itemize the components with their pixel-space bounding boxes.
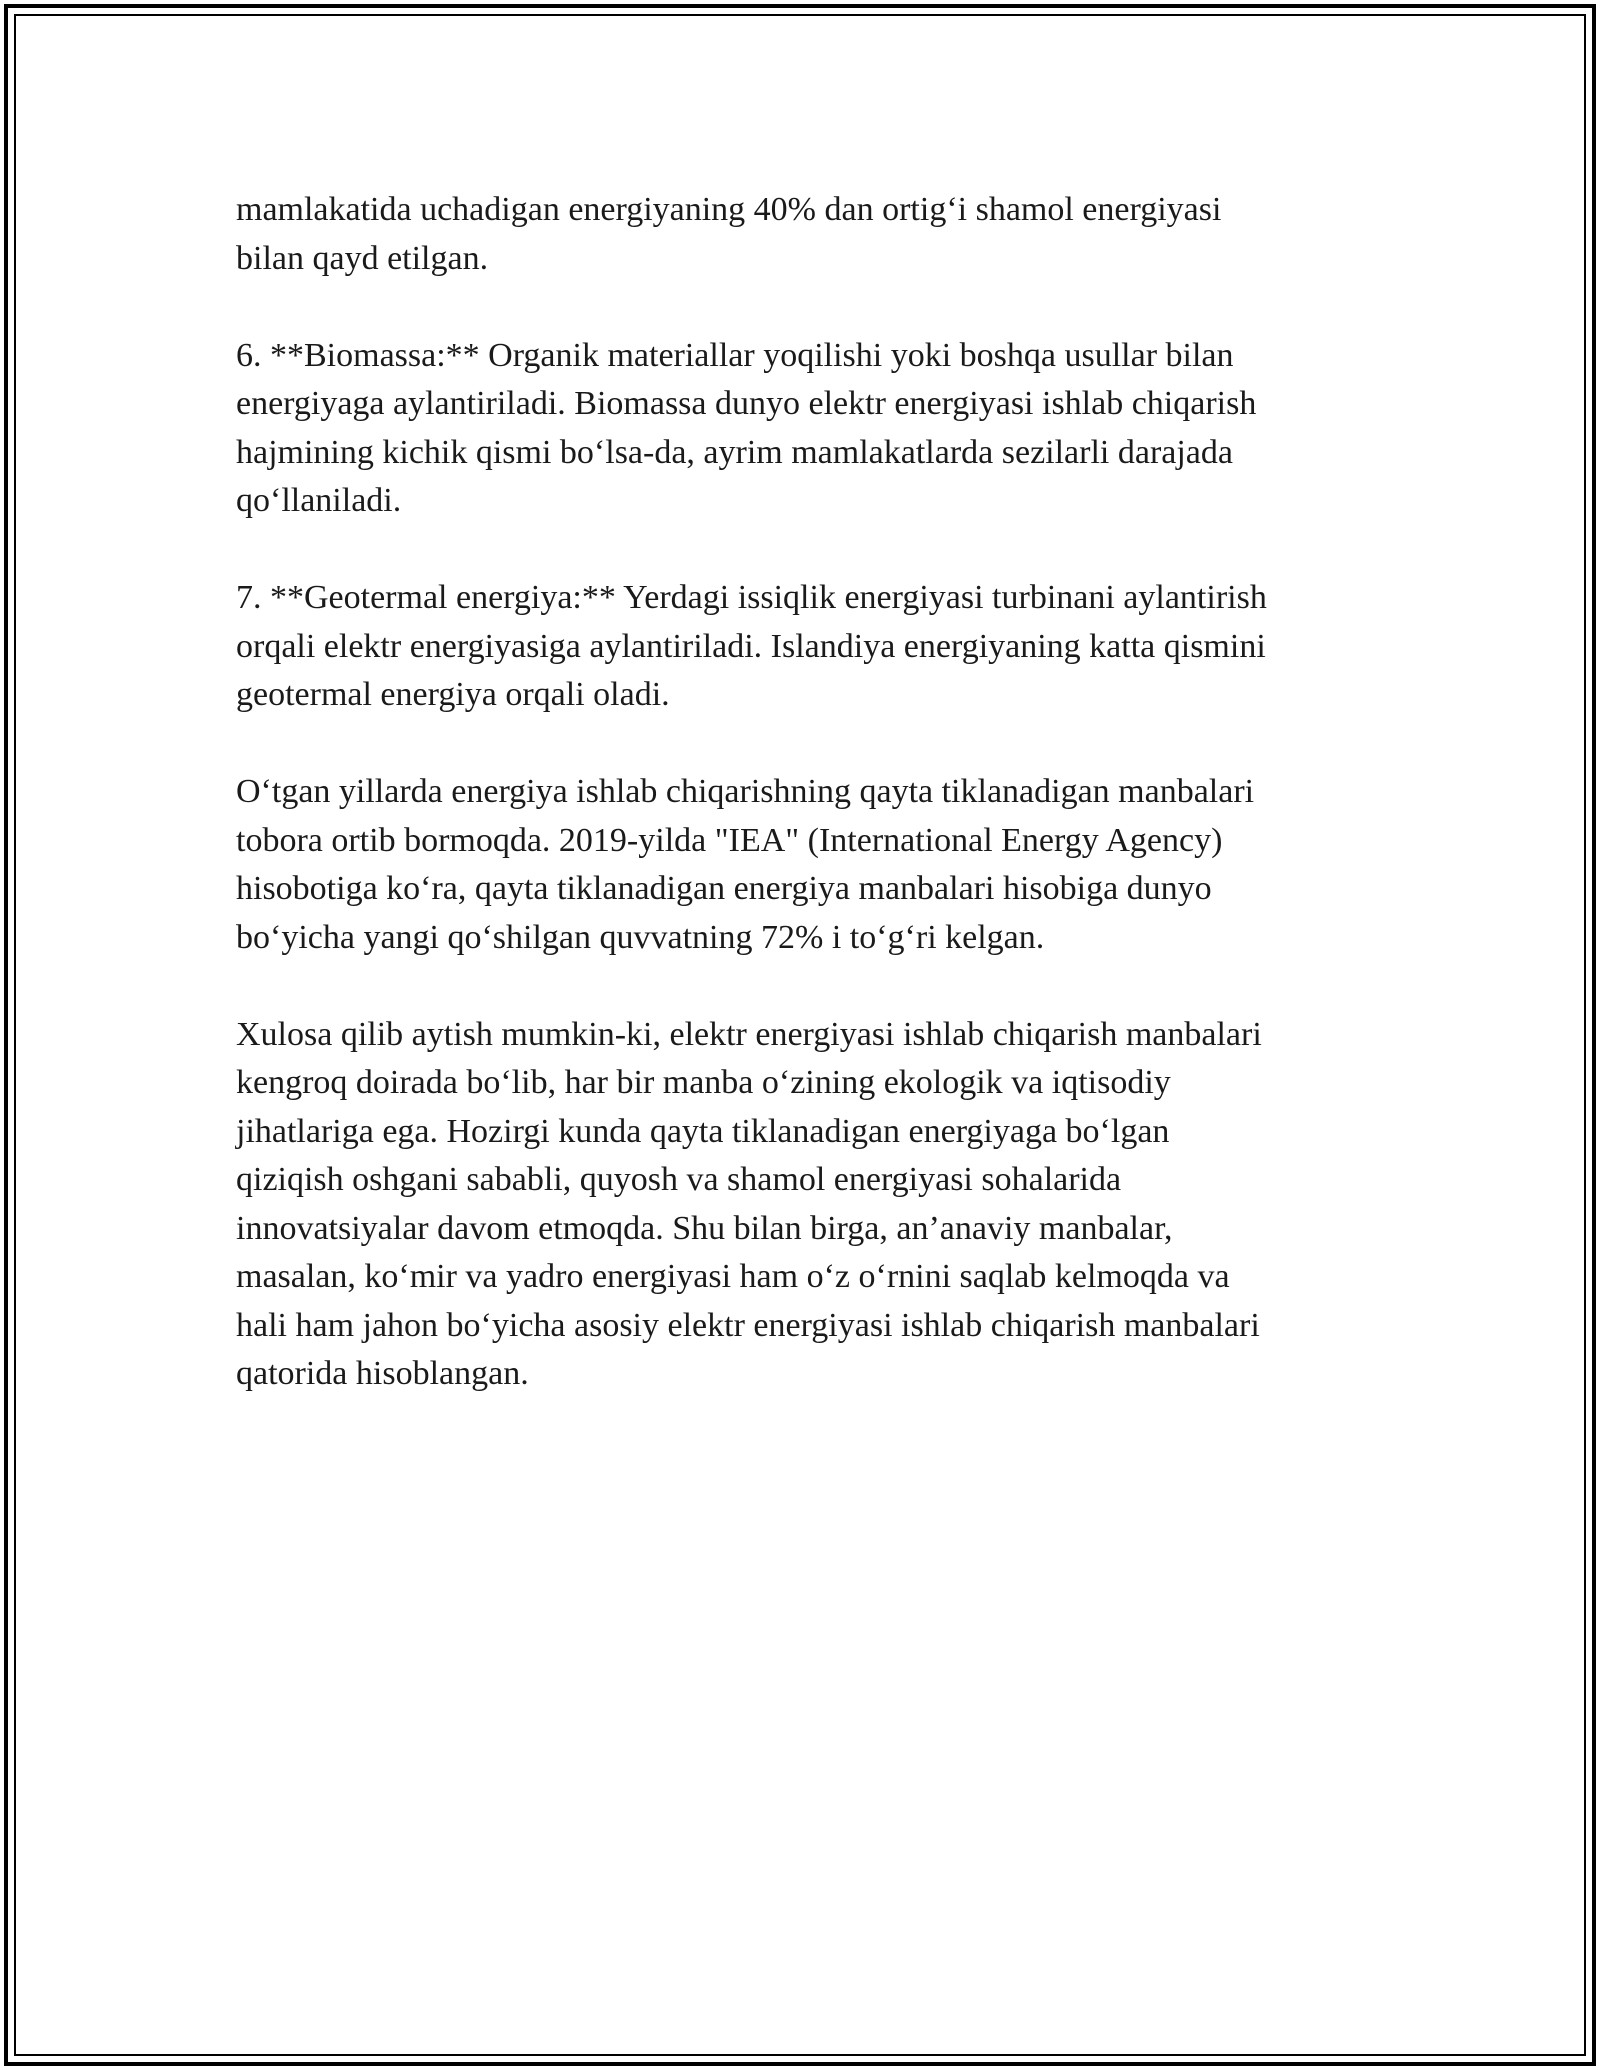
paragraph-biomass: 6. **Biomassa:** Organik materiallar yoqilishi yoki boshqa usullar bilan energiyaga aylantiriladi. Biomassa dunyo elektr energiyasi ishlab chiqarish hajmining kichik qismi bo‘lsa-da, ayrim mamlakatlarda sezilarli darajada qo‘llaniladi. <box>236 336 1257 519</box>
paragraph-geothermal: 7. **Geotermal energiya:** Yerdagi issiqlik energiyasi turbinani aylantirish orqali elektr energiyasiga aylantiriladi. Islandiya energiyaning katta qismini geotermal energiya orqali oladi. <box>236 579 1267 713</box>
paragraph-wind-continuation: mamlakatida uchadigan energiyaning 40% dan ortig‘i shamol energiyasi bilan qayd etilgan. <box>236 191 1222 277</box>
paragraph-renewables-growth: O‘tgan yillarda energiya ishlab chiqarishning qayta tiklanadigan manbalari tobora ortib bormoqda. 2019-yilda "IEA" (International Energy Agency) hisobotiga ko‘ra, qayta tiklanadigan energiya manbalari hisobiga dunyo bo‘yicha yangi qo‘shilgan quvvatning 72% i to‘g‘ri kelgan. <box>236 773 1255 956</box>
document-body <box>236 186 1386 1447</box>
paragraph-conclusion: Xulosa qilib aytish mumkin-ki, elektr energiyasi ishlab chiqarish manbalari kengroq doirada bo‘lib, har bir manba o‘zining ekologik va iqtisodiy jihatlariga ega. Hozirgi kunda qayta tiklanadigan energiyaga bo‘lgan qiziqish oshgani sababli, quyosh va shamol energiyasi sohalarida innovatsiyalar davom etmoqda. Shu bilan birga, an’anaviy manbalar, masalan, ko‘mir va yadro energiyasi ham o‘z o‘rnini saqlab kelmoqda va hali ham jahon bo‘yicha asosiy elektr energiyasi ishlab chiqarish manbalari qatorida hisoblangan. <box>236 1015 1262 1392</box>
